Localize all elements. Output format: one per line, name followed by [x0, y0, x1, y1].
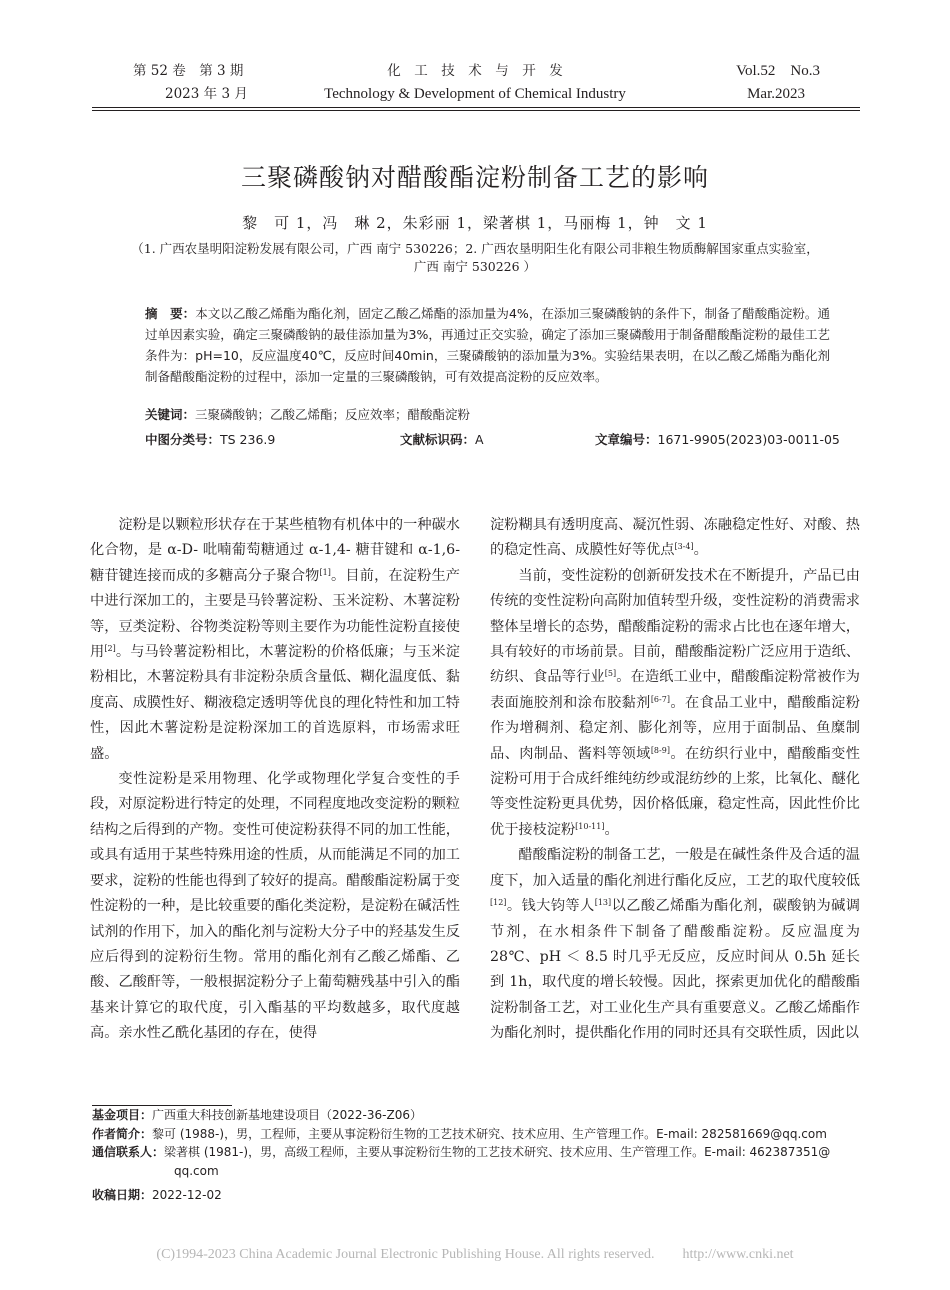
author-list: 黎 可 1，冯 琳 2，朱彩丽 1，梁著棋 1，马丽梅 1，钟 文 1: [242, 214, 708, 232]
keywords: [145, 404, 470, 425]
document-code: [400, 429, 484, 450]
paper-title: 三聚磷酸钠对醋酸酯淀粉制备工艺的影响: [240, 163, 709, 192]
affiliation-line-2: 广西 南宁 530226 ）: [413, 259, 537, 274]
date-cn: 2023 年 3 月: [165, 86, 248, 102]
citation: [8-9]: [650, 745, 670, 755]
header-rule: [92, 107, 860, 108]
header-rule-2: [92, 110, 860, 111]
body-paragraph: 淀粉是以颗粒形状存在于某些植物有机体中的一种碳水化合物，是 α-D- 吡喃葡萄糖通过 α-1,4- 糖苷键和 α-1,6- 糖苷键连接而成的多糖高分子聚合物[1]。目前，在淀粉生产中进行深加工的，主要是马铃薯淀粉、玉米淀粉、木薯淀粉等，豆类淀粉、谷物类淀粉等则主要作为功能性淀粉直接使用[2]。与马铃薯淀粉相比，木薯淀粉的价格低廉；与玉米淀粉相比，木薯淀粉具有非淀粉杂质含量低、糊化温度低、黏度高、成膜性好、糊液稳定透明等优良的理化特性和加工特性，因此木薯淀粉是淀粉深加工的首选原料，市场需求旺盛。: [90, 517, 460, 762]
doc-code-value: A: [475, 432, 484, 447]
body-paragraph: 醋酸酯淀粉的制备工艺，一般是在碱性条件及合适的温度下，加入适量的酯化剂进行酯化反应，工艺的取代度较低[12]。钱大钧等人[13]以乙酸乙烯酯为酯化剂，碳酸钠为碱调节剂，在水相条件下制备了醋酸酯淀粉。反应温度为 28℃、pH ＜ 8.5 时几乎无反应，反应时间从 0.5h 延长到 1h，取代度的增长较慢。因此，探索更加优化的醋酸酯淀粉制备工艺，对工业化生产具有重要意义。乙酸乙烯酯作为酯化剂时，提供酯化作用的同时还具有交联性质，因此以: [490, 847, 860, 1042]
classification-number: [145, 429, 275, 450]
footnotes: [92, 1106, 860, 1205]
citation: [5]: [604, 669, 617, 679]
copyright-notice: (C)1994-2023 China Academic Journal Electronic Publishing House. All rights reserved. http://www.cnki.net: [156, 1247, 794, 1262]
citation: [2]: [104, 644, 116, 654]
body-paragraph: 变性淀粉是采用物理、化学或物理化学复合变性的手段，对原淀粉进行特定的处理，不同程度地改变淀粉的颗粒结构之后得到的产物。变性可使淀粉获得不同的加工性能，或具有适用于某些特殊用途的性质，从而能满足不同的加工要求，淀粉的性能也得到了较好的提高。醋酸酯淀粉属于变性淀粉的一种，是比较重要的酯化类淀粉，是淀粉在碱活性试剂的作用下，加入的酯化剂与淀粉大分子中的羟基发生反应后得到的淀粉衍生物。常用的酯化剂有乙酸乙烯酯、乙酸、乙酸酐等，一般根据淀粉分子上葡萄糖残基中引入的酯基来计算它的取代度，引入酯基的平均数越多，取代度越高。亲水性乙酰化基团的存在，使得: [90, 771, 460, 1042]
abstract: [145, 303, 830, 387]
body-paragraph: 当前，变性淀粉的创新研发技术在不断提升，产品已由传统的变性淀粉向高附加值转型升级，变性淀粉的消费需求整体呈增长的态势，醋酸酯淀粉的需求占比也在逐年增大，具有较好的市场前景。目前，醋酸酯淀粉广泛应用于造纸、纺织、食品等行业[5]。在造纸工业中，醋酸酯淀粉常被作为表面施胶剂和涂布胶黏剂[6-7]。在食品工业中，醋酸酯淀粉作为增稠剂、稳定剂、膨化剂等，应用于面制品、鱼糜制品、肉制品、酱料等领域[8-9]。在纺织行业中，醋酸酯变性淀粉可用于合成纤维纯纺纱或混纺纱的上浆，比氧化、醚化等变性淀粉更具优势，因价格低廉，稳定性高，因此性价比优于接枝淀粉[10-11]。: [490, 567, 860, 838]
volume-issue-en: Vol.52 No.3: [736, 63, 820, 79]
article-no-value: 1671-9905(2023)03-0011-05: [657, 432, 840, 447]
volume-issue-cn: 第 52 卷 第 3 期: [133, 63, 244, 79]
citation: [1]: [319, 567, 331, 577]
body-column-left: [90, 513, 460, 1047]
journal-title-cn: 化 工 技 术 与 开 发: [387, 63, 563, 79]
citation: [12]: [490, 898, 507, 908]
abstract-text: 本文以乙酸乙烯酯为酯化剂，固定乙酸乙烯酯的添加量为4%，在添加三聚磷酸钠的条件下，制备了醋酸酯淀粉。通过单因素实验，确定三聚磷酸钠的最佳添加量为3%，再通过正交实验，确定了添加三聚磷酸用于制备醋酸酯淀粉的最佳工艺条件为：pH=10，反应温度40℃，反应时间40min，三聚磷酸钠的添加量为3%。实验结果表明，在以乙酸乙烯酯为酯化剂制备醋酸酯淀粉的过程中，添加一定量的三聚磷酸钠，可有效提高淀粉的反应效率。: [145, 306, 830, 384]
keywords-text: 三聚磷酸钠；乙酸乙烯酯；反应效率；醋酸酯淀粉: [195, 407, 471, 422]
citation: [6-7]: [650, 694, 670, 704]
funding-note: 基金项目：广西重大科技创新基地建设项目（2022-36-Z06）: [92, 1108, 422, 1122]
citation: [13]: [594, 898, 612, 908]
abstract-label: 摘 要：: [145, 306, 196, 321]
contact-note-cont: qq.com: [174, 1163, 219, 1178]
body-column-right: [490, 513, 860, 1047]
article-no-label: 文章编号：: [595, 432, 658, 447]
received-date-note: 收稿日期：2022-12-02: [92, 1188, 222, 1202]
body-paragraph: 淀粉糊具有透明度高、凝沉性弱、冻融稳定性好、对酸、热的稳定性高、成膜性好等优点[3-4]。: [490, 517, 860, 559]
classification-value: TS 236.9: [220, 432, 276, 447]
article-number: [595, 429, 840, 450]
citation: [10-11]: [575, 821, 605, 831]
affiliation-line-1: （1. 广西农垦明阳淀粉发展有限公司，广西 南宁 530226；2. 广西农垦明阳生化有限公司非粮生物质酶解国家重点实验室，: [131, 241, 819, 256]
doc-code-label: 文献标识码：: [400, 432, 476, 447]
journal-title-en: Technology & Development of Chemical Industry: [324, 86, 626, 102]
classification-label: 中图分类号：: [145, 432, 221, 447]
contact-note: 通信联系人：梁著棋 (1981-)，男，高级工程师，主要从事淀粉衍生物的工艺技术研究、技术应用、生产管理工作。E-mail: 462387351@: [92, 1145, 831, 1159]
affiliations: [100, 240, 850, 276]
keywords-label: 关键词：: [145, 407, 196, 422]
author-bio-note: 作者简介：黎可 (1988-)，男，工程师，主要从事淀粉衍生物的工艺技术研究、技术应用、生产管理工作。E-mail: 282581669@qq.com: [92, 1126, 827, 1141]
date-en: Mar.2023: [747, 86, 805, 102]
citation: [3-4]: [674, 542, 694, 552]
